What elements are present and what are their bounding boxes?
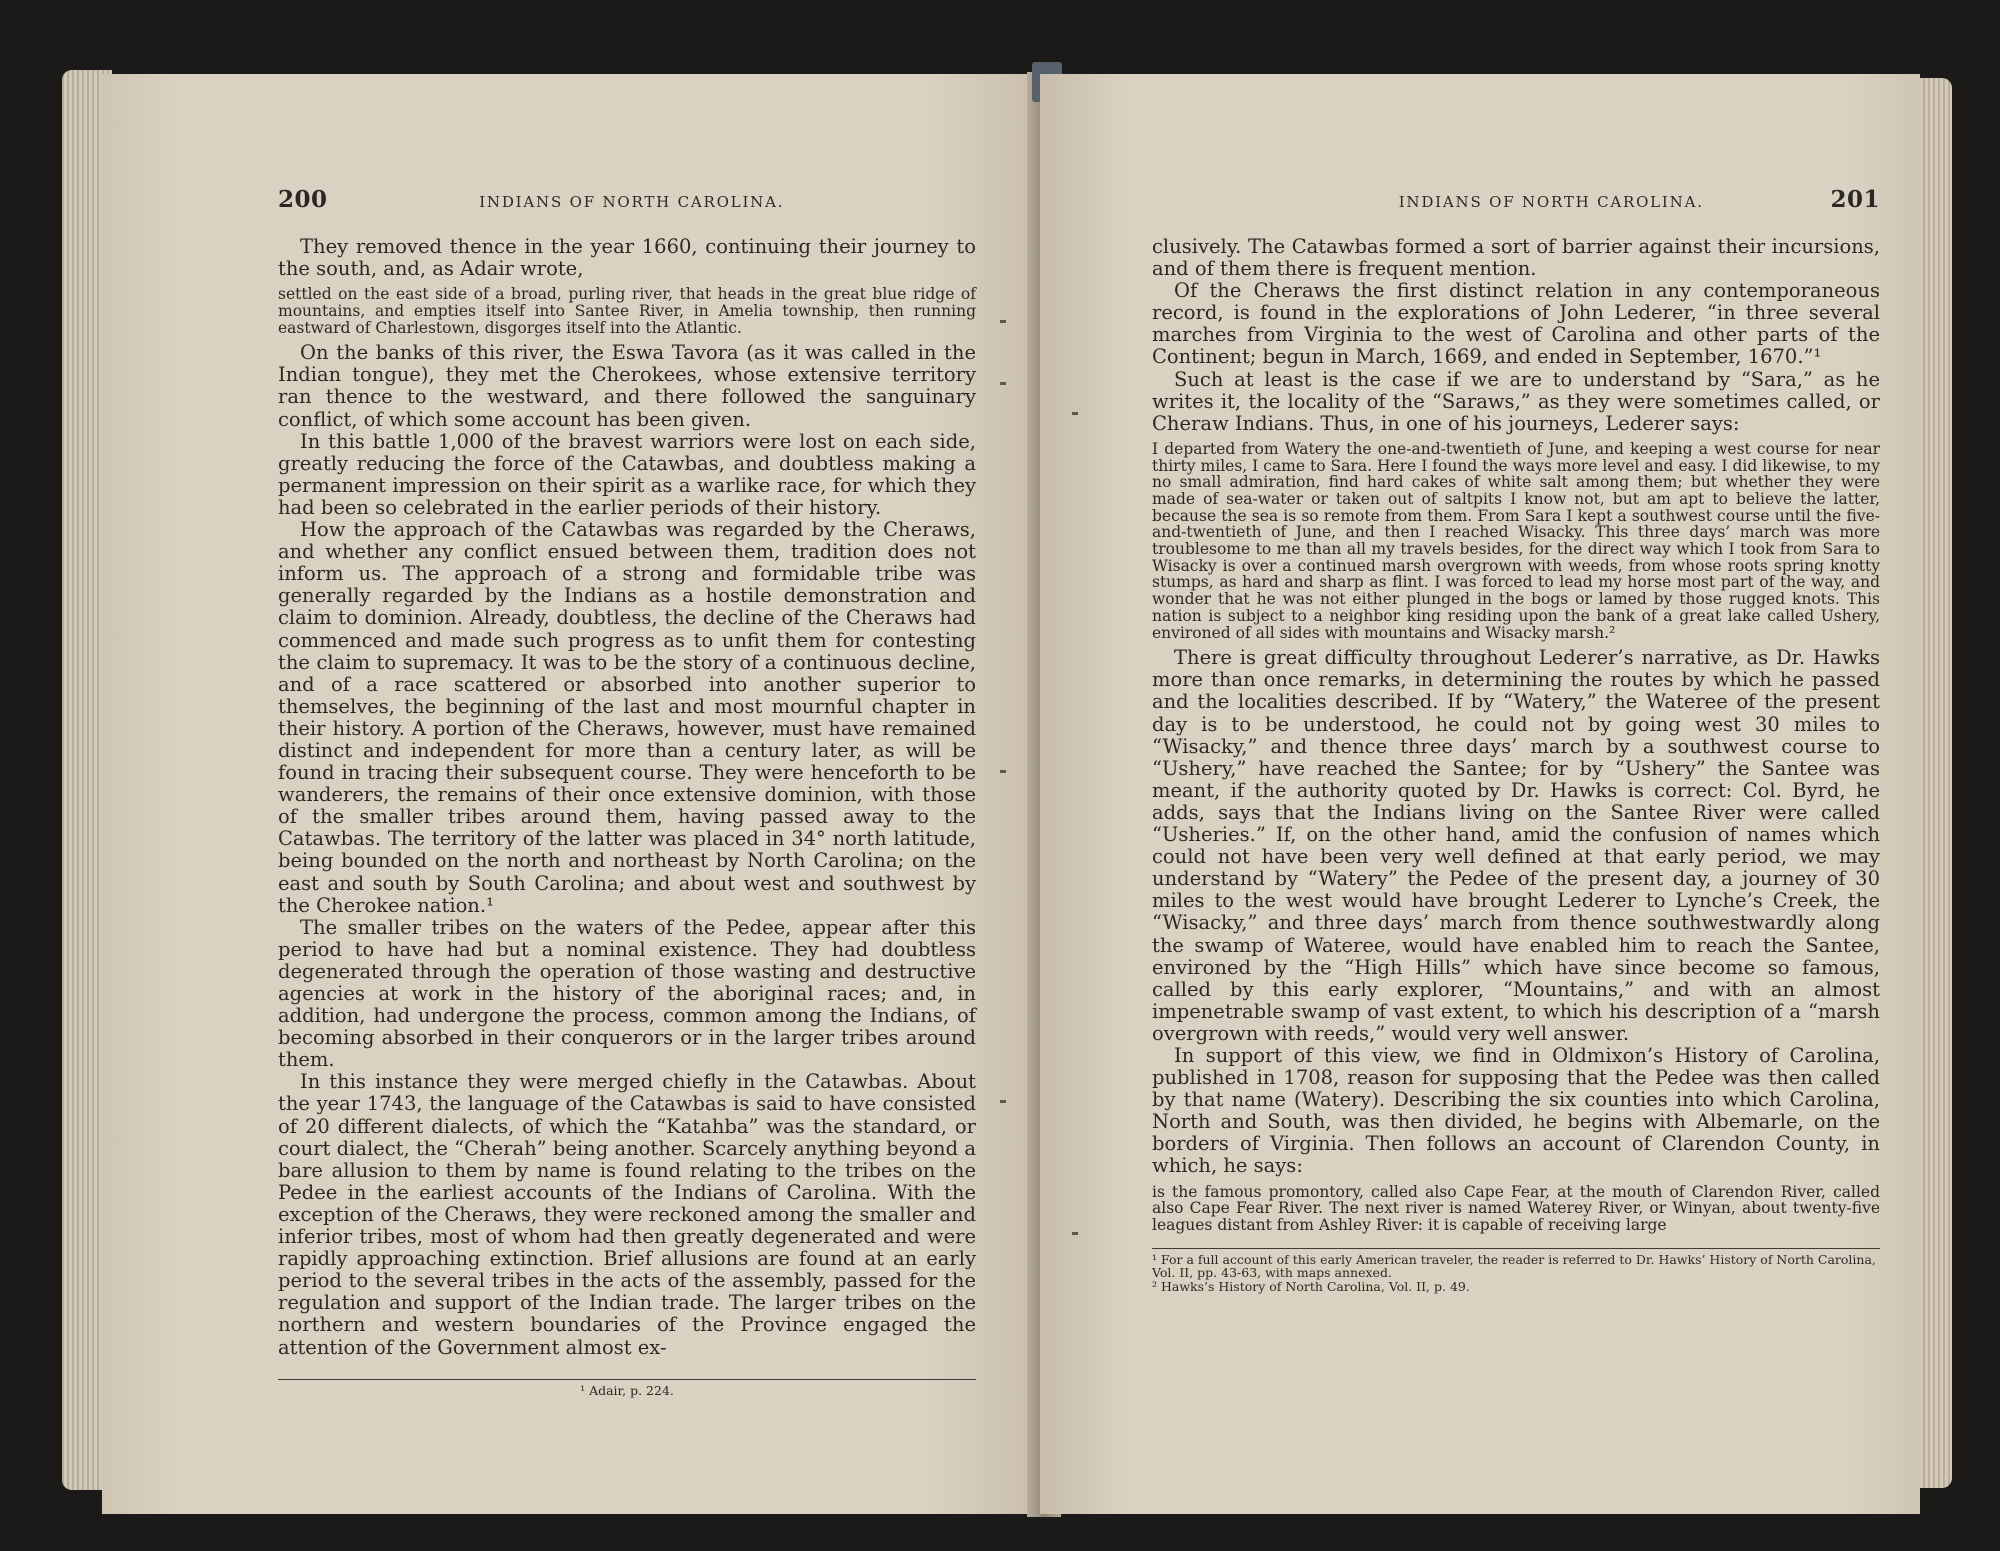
paragraph: On the banks of this river, the Eswa Tavora (as it was called in the Indian tongue), they met the Cherokees, whose extensive territory ran thence to the westward, and there followed the sanguinary conflict, of which some account has been given.: [278, 341, 976, 431]
paragraph: The smaller tribes on the waters of the Pedee, appear after this period to have had but a nominal existence. They had doubtless degenerated through the operation of those wasting and destructive agencies at work in the history of the aboriginal races; and, in addition, had undergone the process, common among the Indians, of becoming absorbed in their conquerors or in the larger tribes around them.: [278, 915, 976, 1072]
left-page: [102, 74, 1042, 1514]
paragraph: They removed thence in the year 1660, continuing their journey to the south, and, as Adair wrote,: [278, 235, 976, 281]
block-quote: is the famous promontory, called also Cape Fear, at the mouth of Clarendon River, called also Cape Fear River. The next river is named Waterey River, or Winyan, about twenty-five leagues distant from Ashley River: it is capable of receiving large: [1152, 1182, 1880, 1234]
paragraph: In support of this view, we find in Oldmixon’s History of Carolina, published in 1708, reason for supposing that the Pedee was then called by that name (Watery). Describing the six counties into which Carolina, North and South, was then divided, he begins with Albemarle, on the borders of Virginia. Then follows an account of Clarendon County, in which, he says:: [1152, 1043, 1880, 1178]
page-edges-right: [1920, 78, 1952, 1488]
block-quote: I departed from Watery the one-and-twentieth of June, and keeping a west course for near thirty miles, I came to Sara. Here I found the ways more level and easy. I did likewise, to my no small admiration, find hard cakes of white salt among them; but whether they were made of sea-water or taken out of saltpits I know not, but am apt to believe the latter, because the sea is so remote from them. From Sara I kept a southwest course until the five-and-twentieth of June, and then I reached Wisacky. This three days’ march was more troublesome to me than all my travels besides, for the direct way which I took from Sara to Wisacky is over a continued marsh overgrown with weeds, from whose roots spring knotty stumps, as hard and sharp as flint. I was forced to lead my horse most part of the way, and wonder that he was not either plunged in the bogs or lamed by those rugged knots. This nation is subject to a neighbor king residing upon the bank of a great lake called Ushery, environed of all sides with mountains and Wisacky marsh.²: [1152, 439, 1880, 642]
paragraph: There is great difficulty throughout Lederer’s narrative, as Dr. Hawks more than once remarks, in determining the routes by which he passed and the localities described. If by “Watery,” the Wateree of the present day is to be understood, he could not by going west 30 miles to “Wisacky,” and thence three days’ march by a southwest course to “Ushery,” have reached the Santee; for by “Ushery” the Santee was meant, if the authority quoted by Dr. Hawks is correct: Col. Byrd, he adds, says that the Indians living on the Santee River were called “Usheries.” If, on the other hand, amid the confusion of names which could not have been very well defined at that early period, we may understand by “Watery” the Pedee of the present day, a journey of 30 miles to the west would have brought Lederer to Lynche’s Creek, the “Wisacky,” and three days’ march from thence southwestwardly along the swamp of Wateree, would have enabled him to reach the Santee, environed by the “High Hills” which have since become so famous, called by this early explorer, “Mountains,” and with an almost impenetrable swamp of vast extent, to which his description of a “marsh overgrown with reeds,” would very well answer.: [1152, 646, 1880, 1045]
open-book: [62, 52, 1952, 1522]
right-footnotes: [1152, 1253, 1880, 1294]
gutter-mark: [1000, 320, 1006, 323]
left-running-head: [278, 186, 976, 226]
footnote: ¹ Adair, p. 224.: [580, 1382, 674, 1398]
footnote-rule: [278, 1379, 976, 1380]
footnote: ² Hawks’s History of North Carolina, Vol. II, p. 49.: [1152, 1278, 1470, 1294]
gutter-mark: [1000, 382, 1006, 385]
paragraph: Such at least is the case if we are to understand by “Sara,” as he writes it, the locality of the “Saraws,” as they were sometimes called, or Cheraw Indians. Thus, in one of his journeys, Lederer says:: [1152, 367, 1880, 435]
paragraph: In this battle 1,000 of the bravest warriors were lost on each side, greatly reducing the force of the Catawbas, and doubtless making a permanent impression on their spirit as a warlike race, for which they had been so celebrated in the earlier periods of their history.: [278, 429, 976, 519]
paragraph: How the approach of the Catawbas was regarded by the Cheraws, and whether any conflict ensued between them, tradition does not inform us. The approach of a strong and formidable tribe was generally regarded by the Indians as a hostile demonstration and claim to dominion. Already, doubtless, the decline of the Cheraws had commenced and made such progress as to unfit them for contesting the claim to supremacy. It was to be the story of a continuous decline, and of a race scattered or absorbed into another superior to themselves, the beginning of the last and most mournful chapter in their history. A portion of the Cheraws, however, must have remained distinct and independent for more than a century later, as will be found in tracing their subsequent course. They were henceforth to be wanderers, the remains of their once extensive dominion, with those of the smaller tribes around them, having passed away to the Catawbas. The territory of the latter was placed in 34° north latitude, being bounded on the north and northeast by North Carolina; on the east and south by South Carolina; and about west and southwest by the Cherokee nation.¹: [278, 518, 976, 917]
running-head-title: INDIANS OF NORTH CAROLINA.: [1398, 193, 1704, 211]
gutter-mark: [1072, 412, 1078, 415]
block-quote: settled on the east side of a broad, purling river, that heads in the great blue ridge of mountains, and empties itself into Santee River, in Amelia township, then running eastward of Charlestown, disgorges itself into the Atlantic.: [278, 285, 976, 337]
right-page: [1040, 74, 1920, 1514]
left-footnotes: [278, 1384, 976, 1398]
left-page-body: [278, 236, 976, 1359]
paragraph: Of the Cheraws the first distinct relation in any contemporaneous record, is found in the explorations of John Lederer, “in three several marches from Virginia to the west of Carolina and other parts of the Continent; begun in March, 1669, and ended in September, 1670.”¹: [1152, 279, 1880, 369]
paragraph: In this instance they were merged chiefly in the Catawbas. About the year 1743, the language of the Catawbas is said to have consisted of 20 different dialects, of which the “Katahba” was the standard, or court dialect, the “Cherah” being another. Scarcely anything beyond a bare allusion to them by name is found relating to the tribes on the Pedee in the earliest accounts of the Indians of Carolina. With the exception of the Cheraws, they were reckoned among the smaller and inferior tribes, most of whom had then greatly degenerated and were rapidly approaching extinction. Brief allusions are found at an early period to the several tribes in the acts of the assembly, passed for the regulation and support of the Indian trade. The larger tribes on the northern and western boundaries of the Province engaged the attention of the Government almost ex-: [278, 1070, 976, 1359]
footnote-rule: [1152, 1248, 1880, 1249]
footnote: ¹ For a full account of this early American traveler, the reader is referred to Dr. Hawks’ History of North Carolina, Vol. II, pp. 43-63, with maps annexed.: [1152, 1251, 1876, 1281]
page-number: 200: [278, 186, 328, 213]
right-running-head: [1152, 186, 1880, 226]
gutter-mark: [1072, 1232, 1078, 1235]
gutter-mark: [1000, 770, 1006, 773]
right-page-body: [1152, 236, 1880, 1234]
gutter-mark: [1000, 1100, 1006, 1103]
paragraph: clusively. The Catawbas formed a sort of barrier against their incursions, and of them there is frequent mention.: [1152, 235, 1880, 281]
running-head-title: INDIANS OF NORTH CAROLINA.: [479, 193, 785, 211]
page-number: 201: [1830, 186, 1880, 213]
